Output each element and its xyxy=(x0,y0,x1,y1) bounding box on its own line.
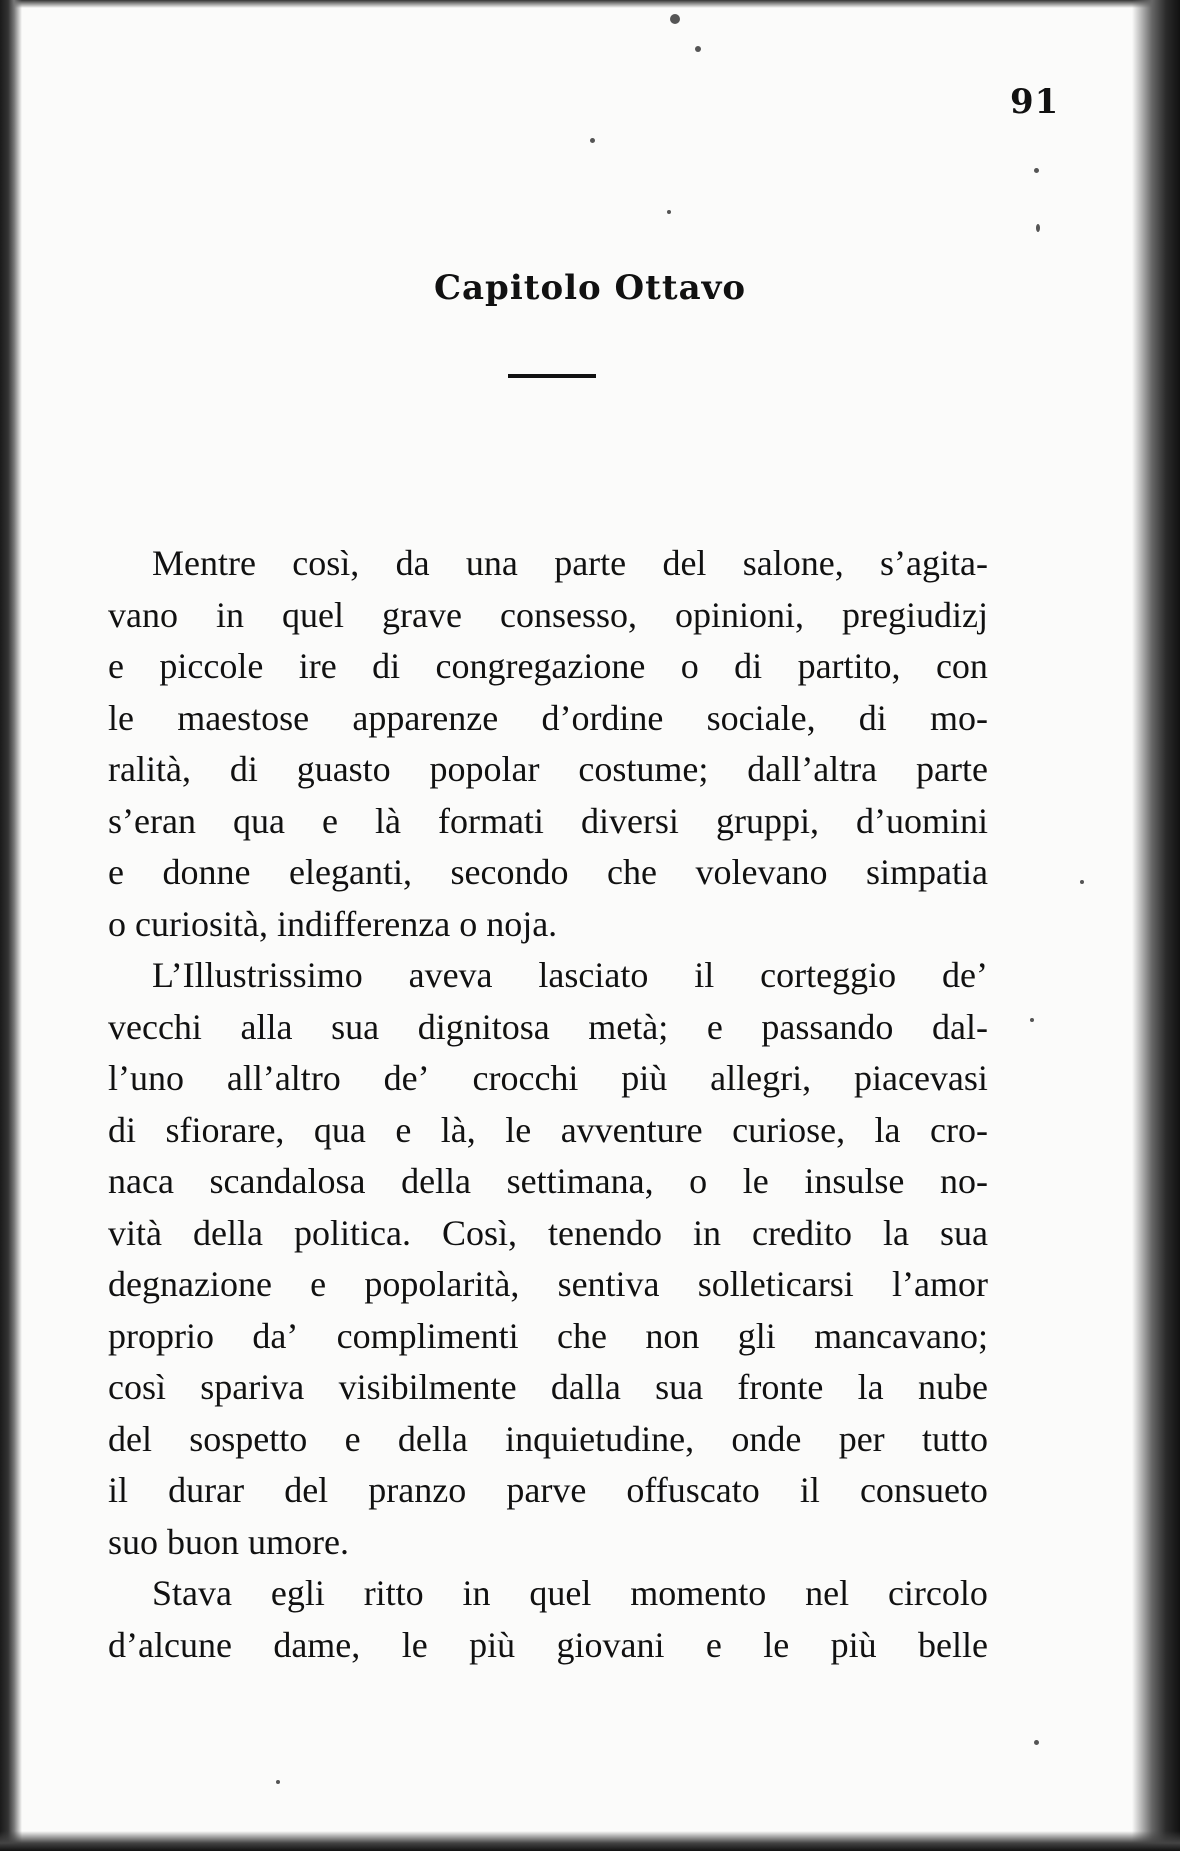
text-word: e xyxy=(310,1264,327,1304)
text-word: le xyxy=(401,1624,428,1665)
text-word: consesso, xyxy=(500,594,637,635)
text-word: L’Illustrissimo xyxy=(152,955,363,995)
scan-speck xyxy=(1034,168,1039,173)
text-word: grave xyxy=(382,594,462,635)
text-word: più xyxy=(469,1624,516,1665)
text-word: di xyxy=(372,646,401,686)
text-word: le xyxy=(763,1624,790,1665)
text-word: e xyxy=(108,852,124,892)
text-word: d’uomini xyxy=(855,800,988,841)
text-word: il xyxy=(694,955,715,995)
text-word: il xyxy=(799,1470,820,1510)
text-word: e xyxy=(705,1624,722,1665)
text-word: e xyxy=(344,1418,361,1459)
text-word: simpatia xyxy=(866,852,988,892)
text-line xyxy=(108,1259,988,1311)
text-word: nube xyxy=(917,1367,988,1407)
text-word: metà; xyxy=(588,1006,669,1047)
scan-speck xyxy=(590,138,595,143)
text-word: cro- xyxy=(930,1109,988,1150)
text-word: le xyxy=(108,697,134,738)
text-word: che xyxy=(557,1315,607,1356)
text-word: allegri, xyxy=(710,1058,812,1098)
text-word: là xyxy=(374,800,401,841)
text-word: diversi xyxy=(580,800,679,841)
scan-speck xyxy=(1034,1740,1039,1745)
text-word: in xyxy=(216,594,245,635)
text-word: parte xyxy=(916,749,988,789)
scan-speck xyxy=(276,1780,280,1784)
text-word: le xyxy=(505,1109,532,1150)
text-line xyxy=(108,1053,988,1105)
text-word: e xyxy=(321,800,338,841)
text-word: vecchi xyxy=(108,1006,202,1047)
text-word: offuscato xyxy=(626,1470,760,1510)
text-word: durar xyxy=(168,1470,245,1510)
text-word: onde xyxy=(731,1418,802,1459)
scan-speck xyxy=(670,14,680,24)
text-word: mo- xyxy=(930,697,988,738)
text-word: e xyxy=(108,646,124,686)
text-word: avventure xyxy=(560,1109,703,1150)
text-word: quel xyxy=(282,594,345,635)
text-word: sua xyxy=(331,1006,380,1047)
text-word: costume; xyxy=(578,749,709,789)
text-word: settimana, xyxy=(506,1161,654,1201)
text-word: o xyxy=(689,1161,708,1201)
text-word: in xyxy=(462,1573,491,1613)
text-word: giovani xyxy=(556,1624,665,1665)
text-word: da’ xyxy=(252,1315,299,1356)
text-word: lasciato xyxy=(538,955,649,995)
text-word: secondo xyxy=(450,852,569,892)
text-word: sospetto xyxy=(189,1418,308,1459)
text-word: belle xyxy=(918,1624,988,1665)
text-word: consueto xyxy=(859,1470,988,1510)
text-word: momento xyxy=(630,1573,767,1613)
text-word: il xyxy=(108,1470,129,1510)
text-word: Così, xyxy=(441,1212,517,1253)
text-word: le xyxy=(742,1161,769,1201)
text-word: crocchi xyxy=(472,1058,579,1098)
text-word: degnazione xyxy=(108,1264,272,1304)
page-number: 91 xyxy=(1010,82,1060,122)
text-word: l’amor xyxy=(891,1264,988,1304)
text-word: eleganti, xyxy=(289,852,412,892)
text-word: aveva xyxy=(408,955,493,995)
text-word: complimenti xyxy=(336,1315,519,1356)
text-word: politica. xyxy=(293,1212,411,1253)
text-word: d’alcune xyxy=(108,1624,232,1665)
text-word: scandalosa xyxy=(209,1161,366,1201)
text-word: naca xyxy=(108,1161,174,1201)
text-word: di xyxy=(734,646,763,686)
text-word: de’ xyxy=(383,1058,430,1098)
text-word: salone, xyxy=(742,543,844,583)
text-word: del xyxy=(662,543,707,583)
text-word: così, xyxy=(292,543,360,583)
text-word: là, xyxy=(440,1109,476,1150)
text-line xyxy=(108,1568,988,1620)
text-word: maestose xyxy=(177,697,310,738)
text-word: mancavano; xyxy=(814,1315,988,1356)
text-word: popolar xyxy=(429,749,540,789)
text-line xyxy=(108,1362,988,1414)
text-line xyxy=(108,950,988,1002)
text-word: tenendo xyxy=(548,1212,662,1253)
scan-speck xyxy=(695,46,701,52)
text-word: o xyxy=(680,646,699,686)
text-word: spariva xyxy=(200,1367,305,1407)
text-word: in xyxy=(693,1212,722,1253)
text-word: qua xyxy=(232,800,285,841)
chapter-title: Capitolo Ottavo xyxy=(433,268,747,308)
text-word: ritto xyxy=(363,1573,424,1613)
text-word: apparenze xyxy=(352,697,499,738)
text-line xyxy=(108,1414,988,1466)
text-word: visibilmente xyxy=(338,1367,517,1407)
text-word: passando xyxy=(761,1006,894,1047)
text-line xyxy=(108,1620,988,1672)
text-word: curiose, xyxy=(732,1109,846,1150)
text-line xyxy=(108,1465,988,1517)
text-word: sua xyxy=(655,1367,704,1407)
text-word: guasto xyxy=(296,749,391,789)
text-word: sentiva xyxy=(557,1264,660,1304)
text-word: e xyxy=(706,1006,723,1047)
text-word: popolarità, xyxy=(364,1264,520,1304)
scan-speck xyxy=(1036,224,1040,232)
text-word: ralità, xyxy=(108,749,191,789)
text-word: nel xyxy=(805,1573,850,1613)
text-line xyxy=(108,1105,988,1157)
text-word: partito, xyxy=(797,646,901,686)
text-word: sua xyxy=(940,1212,988,1253)
text-word: proprio xyxy=(108,1315,214,1356)
text-word: solleticarsi xyxy=(697,1264,854,1304)
text-word: dignitosa xyxy=(417,1006,550,1047)
text-word: piccole xyxy=(159,646,264,686)
scan-speck xyxy=(1080,880,1084,884)
text-line: o curiosità, indifferenza o noja. xyxy=(108,903,558,944)
text-line xyxy=(108,1156,988,1208)
text-word: vità xyxy=(108,1212,162,1253)
text-word: della xyxy=(193,1212,263,1253)
text-word: dame, xyxy=(273,1624,361,1665)
page-edge-bottom xyxy=(0,1831,1180,1851)
text-word: congregazione xyxy=(435,646,646,686)
text-word: da xyxy=(395,543,430,583)
text-word: sociale, xyxy=(706,697,816,738)
text-word: del xyxy=(284,1470,329,1510)
text-word: sfiorare, xyxy=(165,1109,285,1150)
text-line: suo buon umore. xyxy=(108,1521,349,1562)
text-word: la xyxy=(883,1212,909,1253)
text-word: no- xyxy=(939,1161,988,1201)
text-word: pregiudizj xyxy=(842,594,988,635)
text-word: più xyxy=(830,1624,877,1665)
title-divider xyxy=(508,374,596,378)
text-word: così xyxy=(108,1367,166,1407)
text-line xyxy=(108,693,988,745)
text-line xyxy=(108,1311,988,1363)
text-word: ire xyxy=(298,646,337,686)
text-line xyxy=(108,744,988,796)
body-text xyxy=(108,538,988,1671)
scan-speck xyxy=(667,210,671,214)
text-word: e xyxy=(395,1109,412,1150)
text-line xyxy=(108,1002,988,1054)
text-word: de’ xyxy=(942,955,988,995)
text-word: inquietudine, xyxy=(505,1418,695,1459)
text-word: insulse xyxy=(804,1161,905,1201)
text-word: dalla xyxy=(550,1367,621,1407)
text-line xyxy=(108,796,988,848)
text-word: parve xyxy=(506,1470,587,1510)
scan-speck xyxy=(1030,1018,1034,1022)
text-word: vano xyxy=(108,594,178,635)
text-line xyxy=(108,641,988,693)
text-word: volevano xyxy=(695,852,828,892)
text-word: parte xyxy=(554,543,627,583)
text-word: di xyxy=(108,1109,137,1150)
text-word: all’altro xyxy=(226,1058,341,1098)
text-word: corteggio xyxy=(760,955,897,995)
text-word: con xyxy=(935,646,988,686)
text-word: d’ordine xyxy=(541,697,664,738)
text-word: pranzo xyxy=(368,1470,467,1510)
text-word: più xyxy=(621,1058,668,1098)
text-word: la xyxy=(874,1109,901,1150)
text-word: del xyxy=(108,1418,152,1459)
text-word: di xyxy=(858,697,887,738)
text-word: donne xyxy=(162,852,251,892)
text-word: Mentre xyxy=(152,543,256,583)
text-word: s’agita- xyxy=(880,543,988,583)
text-word: dall’altra xyxy=(747,749,878,789)
text-word: della xyxy=(401,1161,472,1201)
text-word: Stava xyxy=(152,1573,232,1613)
text-word: opinioni, xyxy=(675,594,805,635)
text-word: tutto xyxy=(921,1418,988,1459)
text-word: una xyxy=(465,543,518,583)
text-line xyxy=(108,590,988,642)
text-word: formati xyxy=(437,800,544,841)
text-word: s’eran xyxy=(108,800,196,841)
text-word: circolo xyxy=(887,1573,988,1613)
text-word: per xyxy=(838,1418,885,1459)
text-line xyxy=(108,538,988,590)
text-word: della xyxy=(397,1418,468,1459)
text-line xyxy=(108,847,988,899)
text-word: che xyxy=(607,852,657,892)
text-word: dal- xyxy=(932,1006,988,1047)
page-edge-top xyxy=(0,0,1180,8)
text-word: alla xyxy=(240,1006,293,1047)
text-word: gli xyxy=(737,1315,776,1356)
text-word: qua xyxy=(313,1109,366,1150)
text-line xyxy=(108,1208,988,1260)
text-word: egli xyxy=(270,1573,325,1613)
text-word: la xyxy=(857,1367,884,1407)
text-word: fronte xyxy=(737,1367,824,1407)
text-word: credito xyxy=(752,1212,852,1253)
text-word: quel xyxy=(529,1573,592,1613)
text-word: non xyxy=(645,1315,700,1356)
text-word: piacevasi xyxy=(853,1058,988,1098)
text-word: gruppi, xyxy=(715,800,819,841)
text-word: l’uno xyxy=(108,1058,184,1098)
text-word: di xyxy=(229,749,258,789)
